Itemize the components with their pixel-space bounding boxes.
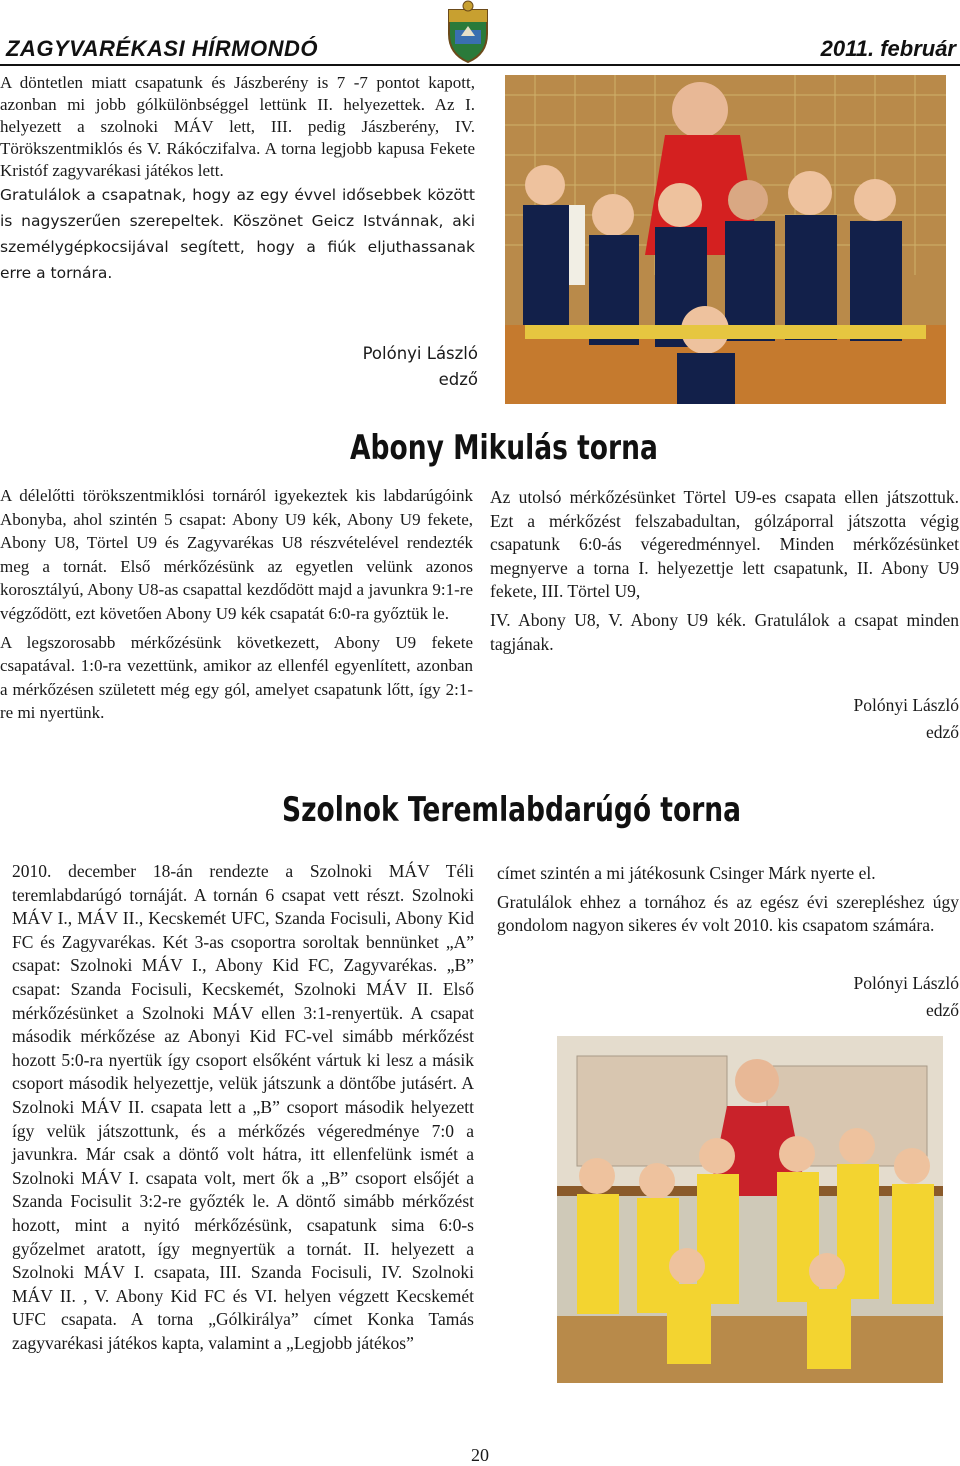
top-signature-role: edző xyxy=(438,370,478,389)
top-article-text xyxy=(0,72,475,286)
team-photo-yellow xyxy=(557,1036,943,1383)
szolnok-signature xyxy=(700,970,959,1024)
abony-paragraph-4: IV. Abony U8, V. Abony U9 kék. Gratulálok a csapat minden tagjának. xyxy=(490,609,959,654)
szolnok-paragraph-1: 2010. december 18-án rendezte a Szolnoki MÁV Téli teremlabdarúgó tornáját. A tornán 6 csapat vett részt. Szolnoki MÁV I., MÁV II., Kecskemét UFC, Szanda Focisuli, Abony Kid FC és Zagyvarékas. Két 3-as csoportra soroltak bennünket „A” csapat: Szolnoki MÁV I., Abony Kid FC, Zagyvarékas. „B” csapat: Szanda Focisuli, Kecskemét, Szolnoki MÁV II. Első mérkőzésünket a Szolnoki MÁV ellen 3:1-renyertük. A csapat második mérkőzése az Abonyi Kid FC-vel simább mérkőzést hozott 5:0-ra nyertük így csoport elsőként vártuk ki lesz a másik csoport második helyezettje, velük játszunk a döntőbe jutásért. A Szolnoki MÁV II. csapata lett a „B” csoport második helyezett így velük játszottunk, és a mérkőzés végeredménye 7:0 a javunkra. Már csak a döntő volt hátra, itt ellenfelünk ismét a Szolnoki MÁV I. csapata volt, mert ők a „B” csoport elsőjét a Szanda Focisulit 3:2-re győzték le. A döntő simább mérkőzést hozott, mint a nyitó mérkőzésünk, csapatunk sima 6:0-s győzelmet aratott, így megnyertük a tornát. II. helyezett a Szolnoki MÁV I. csapata, III. Szanda Focisuli, IV. Szolnoki MÁV II. , V. Abony Kid FC és VI. helyen végzett Kecskemét UFC csapata. A torna „Gólkirálya” címet Konka Tamás zagyvarékasi játékos kapta, valamint a „Legjobb játékos” xyxy=(12,861,474,1353)
abony-paragraph-2: A legszorosabb mérkőzésünk következett, Abony U9 fekete csapatával. 1:0-ra vezettünk, amikor az ellenfél egyenlített, azonban a mérkőzésen született még egy gól, amelyet csapatunk lőtt, így 2:1-re mi nyertünk. xyxy=(0,632,473,723)
abony-left-column xyxy=(0,484,473,730)
abony-paragraph-1: A délelőtti törökszentmiklósi tornáról igyekeztek kis labdarúgóink Abonyba, ahol szintén 5 csapat: Abony U9 kék, Abony U9 fekete, Abony U8, Törtel U9 és Zagyvarékas U8 részvételével rendezték meg a tornát. Első mérkőzésünk az egyetlen velünk azonos korosztályú, Abony U8-as csapattal kezdődött majd a javunkra 9:1-re végződött, ezt követően Abony U9 kék csapatát 6:0-ra győztük le. xyxy=(0,486,473,623)
page-number: 20 xyxy=(471,1445,489,1465)
team-photo-navy xyxy=(505,75,946,404)
top-paragraph-2: Gratulálok a csapatnak, hogy az egy évvel idősebbek között is nagyszerűen szerepeltek. Köszönet Geicz Istvánnak, aki személygépkocsijával segített, hogy a fiúk eljuthassanak erre a tornára. xyxy=(0,186,475,282)
abony-paragraph-3: Az utolsó mérkőzésünket Törtel U9-es csapata ellen játszottuk. Ezt a mérkőzést felszabadultan, gólzáporral játszotta végig csapatunk 6:0-ás végeredménnyel. Minden mérkőzésünket megnyerve a torna I. helyezettje lett csapatunk, II. Abony U9 fekete, III. Törtel U9, xyxy=(490,487,959,602)
szolnok-paragraph-2: címet szintén a mi játékosunk Csinger Márk nyerte el. xyxy=(497,863,876,883)
szolnok-article-title: Szolnok Teremlabdarúgó torna xyxy=(282,790,742,830)
szolnok-signature-name: Polónyi László xyxy=(853,973,959,993)
publication-title: ZAGYVARÉKASI HÍRMONDÓ xyxy=(6,36,318,61)
header-divider xyxy=(0,64,960,66)
top-signature xyxy=(300,341,478,393)
abony-signature xyxy=(700,692,959,746)
top-signature-name: Polónyi László xyxy=(362,344,478,363)
coat-of-arms-icon xyxy=(443,0,493,64)
szolnok-paragraph-3: Gratulálok ehhez a tornához és az egész évi szerepléshez úgy gondolom nagyon sikeres év volt 2010. kis csapatom számára. xyxy=(497,891,959,936)
szolnok-signature-role: edző xyxy=(925,1000,959,1020)
szolnok-right-column xyxy=(497,862,959,943)
abony-article-title: Abony Mikulás torna xyxy=(350,428,658,468)
abony-signature-name: Polónyi László xyxy=(853,695,959,715)
abony-signature-role: edző xyxy=(925,722,959,742)
issue-date: 2011. február xyxy=(820,36,956,61)
top-paragraph-1: A döntetlen miatt csapatunk és Jászberény is 7 -7 pontot kapott, azonban mi jobb gólkülönbséggel lettünk II. helyezettek. Az I. helyezett a szolnoki MÁV lett, III. pedig Jászberény, IV. Törökszentmiklós és V. Rákóczifalva. A torna legjobb kapusa Fekete Kristóf zagyvarékasi játékos lett. xyxy=(0,73,475,180)
abony-right-column xyxy=(490,486,959,661)
szolnok-left-column xyxy=(12,860,474,1360)
